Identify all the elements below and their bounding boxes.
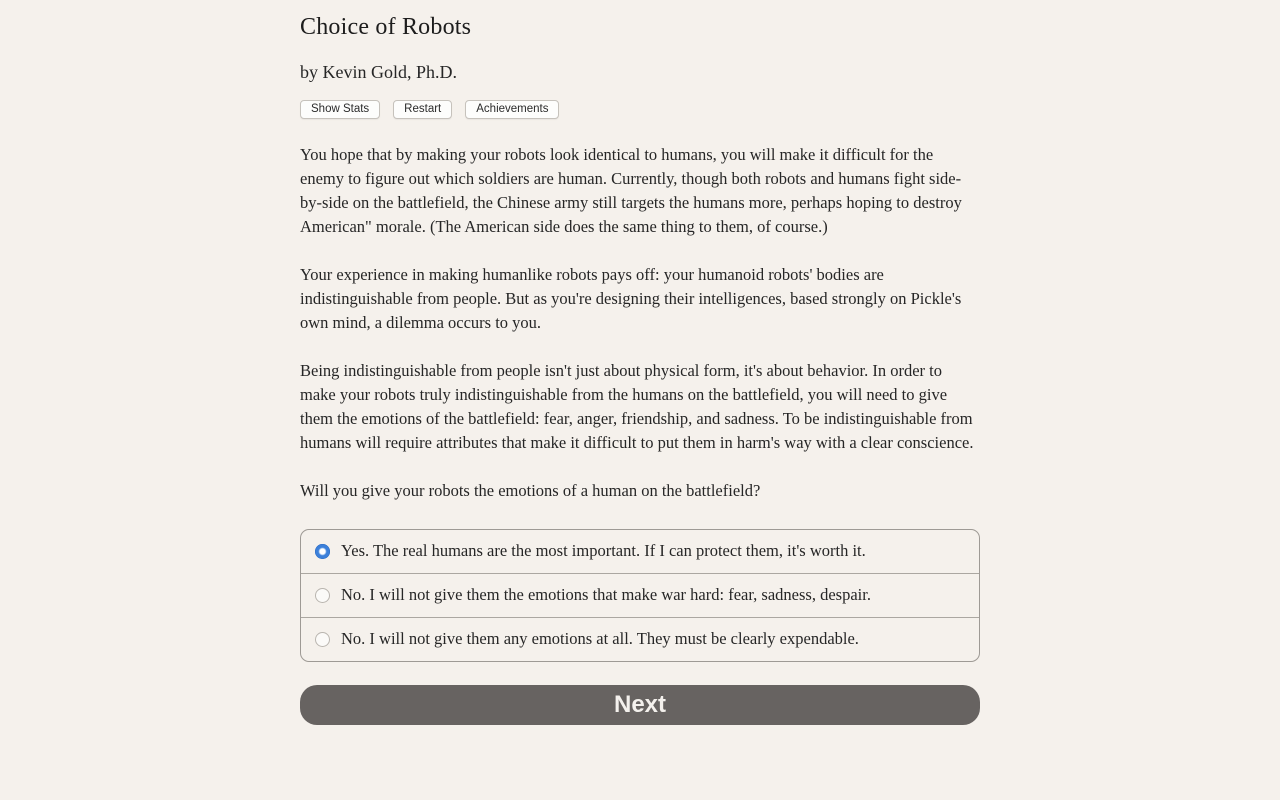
restart-button[interactable]: Restart xyxy=(393,100,452,119)
story-paragraph: You hope that by making your robots look identical to humans, you will make it difficult for the enemy to figure out which soldiers are human. Currently, though both robots and humans fight side-by-side on the battlefield, the Chinese army still targets the humans more, perhaps hoping to destroy American" morale. (The American side does the same thing to them, of course.) xyxy=(300,145,962,236)
choice-option-2[interactable] xyxy=(301,574,979,618)
show-stats-button[interactable]: Show Stats xyxy=(300,100,380,119)
achievements-button[interactable]: Achievements xyxy=(465,100,559,119)
choice-options-group xyxy=(300,529,980,662)
choice-option-label: No. I will not give them the emotions that make war hard: fear, sadness, despair. xyxy=(341,585,871,604)
story-paragraph: Your experience in making humanlike robots pays off: your humanoid robots' bodies are indistinguishable from people. But as you're designing their intelligences, based strongly on Pickle's own mind, a dilemma occurs to you. xyxy=(300,265,962,332)
choice-option-1[interactable] xyxy=(301,530,979,574)
story-paragraph: Being indistinguishable from people isn't just about physical form, it's about behavior. In order to make your robots truly indistinguishable from the humans on the battlefield, you will need to give them the emotions of the battlefield: fear, anger, friendship, and sadness. To be indistinguishable from humans will require attributes that make it difficult to put them in harm's way with a clear conscience. xyxy=(300,361,974,452)
choice-radio-1[interactable] xyxy=(315,544,330,559)
author-byline: by Kevin Gold, Ph.D. xyxy=(300,62,457,82)
choice-option-label: Yes. The real humans are the most important. If I can protect them, it's worth it. xyxy=(341,541,866,560)
next-button[interactable]: Next xyxy=(300,685,980,725)
choice-question: Will you give your robots the emotions of a human on the battlefield? xyxy=(300,481,761,500)
choice-option-label: No. I will not give them any emotions at all. They must be clearly expendable. xyxy=(341,629,859,648)
game-page xyxy=(300,0,980,725)
page-title: Choice of Robots xyxy=(300,14,472,40)
choice-option-3[interactable] xyxy=(301,618,979,661)
story-text xyxy=(300,143,980,503)
choice-radio-3[interactable] xyxy=(315,632,330,647)
choice-radio-2[interactable] xyxy=(315,588,330,603)
toolbar xyxy=(300,100,980,119)
